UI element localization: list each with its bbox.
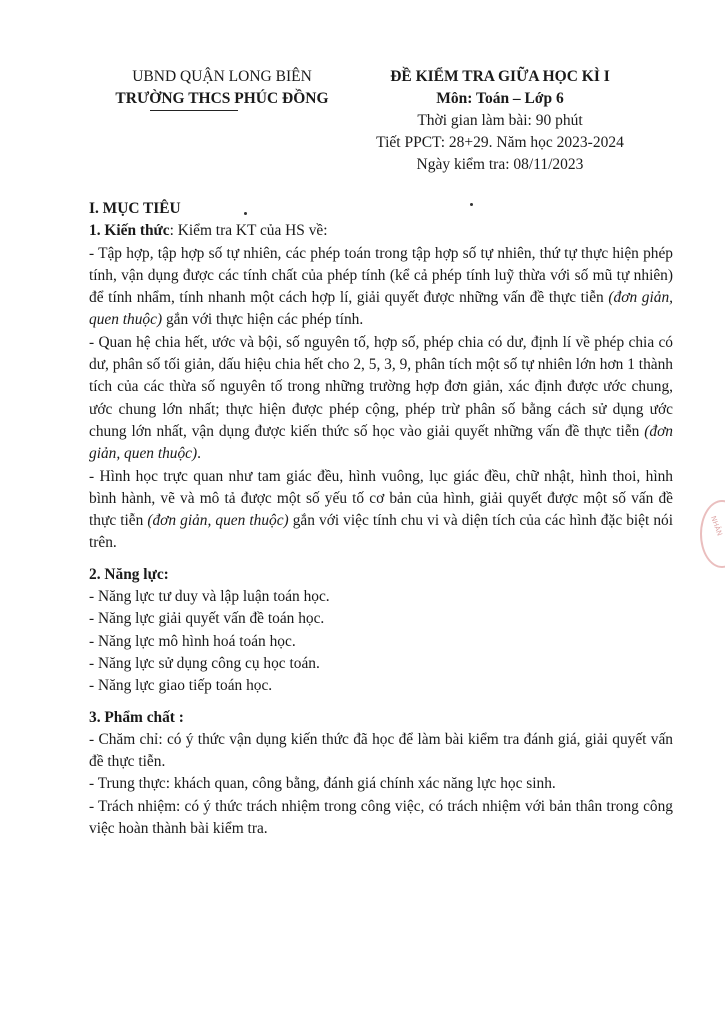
quality-item: - Chăm chỉ: có ý thức vận dụng kiến thức đã học để làm bài kiểm tra đánh giá, giải quyết vấn đề thực tiễn. — [89, 730, 673, 771]
italic-run: (đơn giản, quen thuộc) — [89, 422, 673, 463]
text-run: . — [197, 445, 201, 463]
knowledge-paragraph-1 — [89, 243, 673, 332]
quality-heading: 3. Phẩm chất : — [89, 708, 184, 726]
competency-item: - Năng lực giải quyết vấn đề toán học. — [89, 610, 325, 628]
scan-speck — [470, 203, 473, 206]
exam-subject: Môn: Toán – Lớp 6 — [436, 90, 564, 107]
stamp-text: NHÂN — [708, 514, 724, 538]
text-run: - Hình học trực quan như tam giác đều, hình vuông, lục giác đều, chữ nhật, hình thoi, hình bình hành, vẽ và mô tả được một số yếu tố cơ bản của hình, giải quyết được một số vấn đề thực tiễn — [89, 467, 673, 530]
scan-speck — [244, 212, 247, 215]
header-left — [92, 66, 352, 110]
exam-title: ĐỀ KIỂM TRA GIỮA HỌC KÌ I — [390, 68, 610, 85]
italic-run: (đơn giản, quen thuộc) — [89, 289, 673, 329]
competency-item: - Năng lực giao tiếp toán học. — [89, 677, 273, 695]
competency-item: - Năng lực mô hình hoá toán học. — [89, 632, 296, 650]
red-stamp — [700, 500, 725, 568]
exam-period: Tiết PPCT: 28+29. Năm học 2023-2024 — [376, 134, 624, 151]
italic-run: (đơn giản, quen thuộc) — [147, 512, 289, 530]
school-underline — [150, 110, 238, 111]
quality-item: - Trách nhiệm: có ý thức trách nhiệm trong công việc, có trách nhiệm với bản thân trong công việc hoàn thành bài kiểm tra. — [89, 797, 673, 838]
body-text — [89, 198, 673, 840]
text-run: - Tập hợp, tập hợp số tự nhiên, các phép toán trong tập hợp số tự nhiên, thứ tự thực hiện phép tính, vận dụng được các tính chất của phép tính (kể cả phép tính luỹ thừa với số mũ tự nhiên) để tính nhẩm, tính nhanh một cách hợp lí, giải quyết được những vấn đề thực tiễn — [89, 244, 673, 307]
knowledge-intro-text: : Kiểm tra KT của HS về: — [169, 222, 328, 240]
text-run: gắn với thực hiện các phép tính. — [162, 311, 364, 329]
knowledge-intro — [89, 220, 673, 242]
exam-date: Ngày kiểm tra: 08/11/2023 — [416, 156, 584, 173]
knowledge-paragraph-3 — [89, 466, 673, 555]
knowledge-heading: 1. Kiến thức — [89, 222, 170, 240]
school-name: TRƯỜNG THCS PHÚC ĐỒNG — [115, 90, 329, 107]
text-run: - Quan hệ chia hết, ước và bội, số nguyên tố, hợp số, phép chia có dư, định lí về phép chia có dư, phân số tối giản, dấu hiệu chia hết cho 2, 5, 3, 9, phân tích một số tự nhiên lớn hơn 1 thành tích của các thừa số nguyên tố trong những trường hợp đơn giản, xác định được ước chung, ước chung lớn nhất; thực hiện được phép cộng, phép trừ phân số bằng cách sử dụng ước chung lớn nhất, vận dụng được kiến thức số học vào giải quyết những vấn đề thực tiễn — [89, 333, 673, 440]
text-run: gắn với việc tính chu vi và diện tích của các hình đặc biệt nói trên. — [89, 512, 674, 552]
exam-duration: Thời gian làm bài: 90 phút — [417, 112, 583, 129]
knowledge-paragraph-2 — [89, 332, 673, 466]
quality-item: - Trung thực: khách quan, công bằng, đánh giá chính xác năng lực học sinh. — [89, 775, 556, 793]
competency-heading: 2. Năng lực: — [89, 565, 169, 583]
competency-item: - Năng lực tư duy và lập luận toán học. — [89, 588, 330, 606]
header-right — [350, 66, 650, 176]
district-name: UBND QUẬN LONG BIÊN — [132, 68, 312, 85]
section-title: I. MỤC TIÊU — [89, 200, 181, 217]
competency-item: - Năng lực sử dụng công cụ học toán. — [89, 654, 320, 672]
